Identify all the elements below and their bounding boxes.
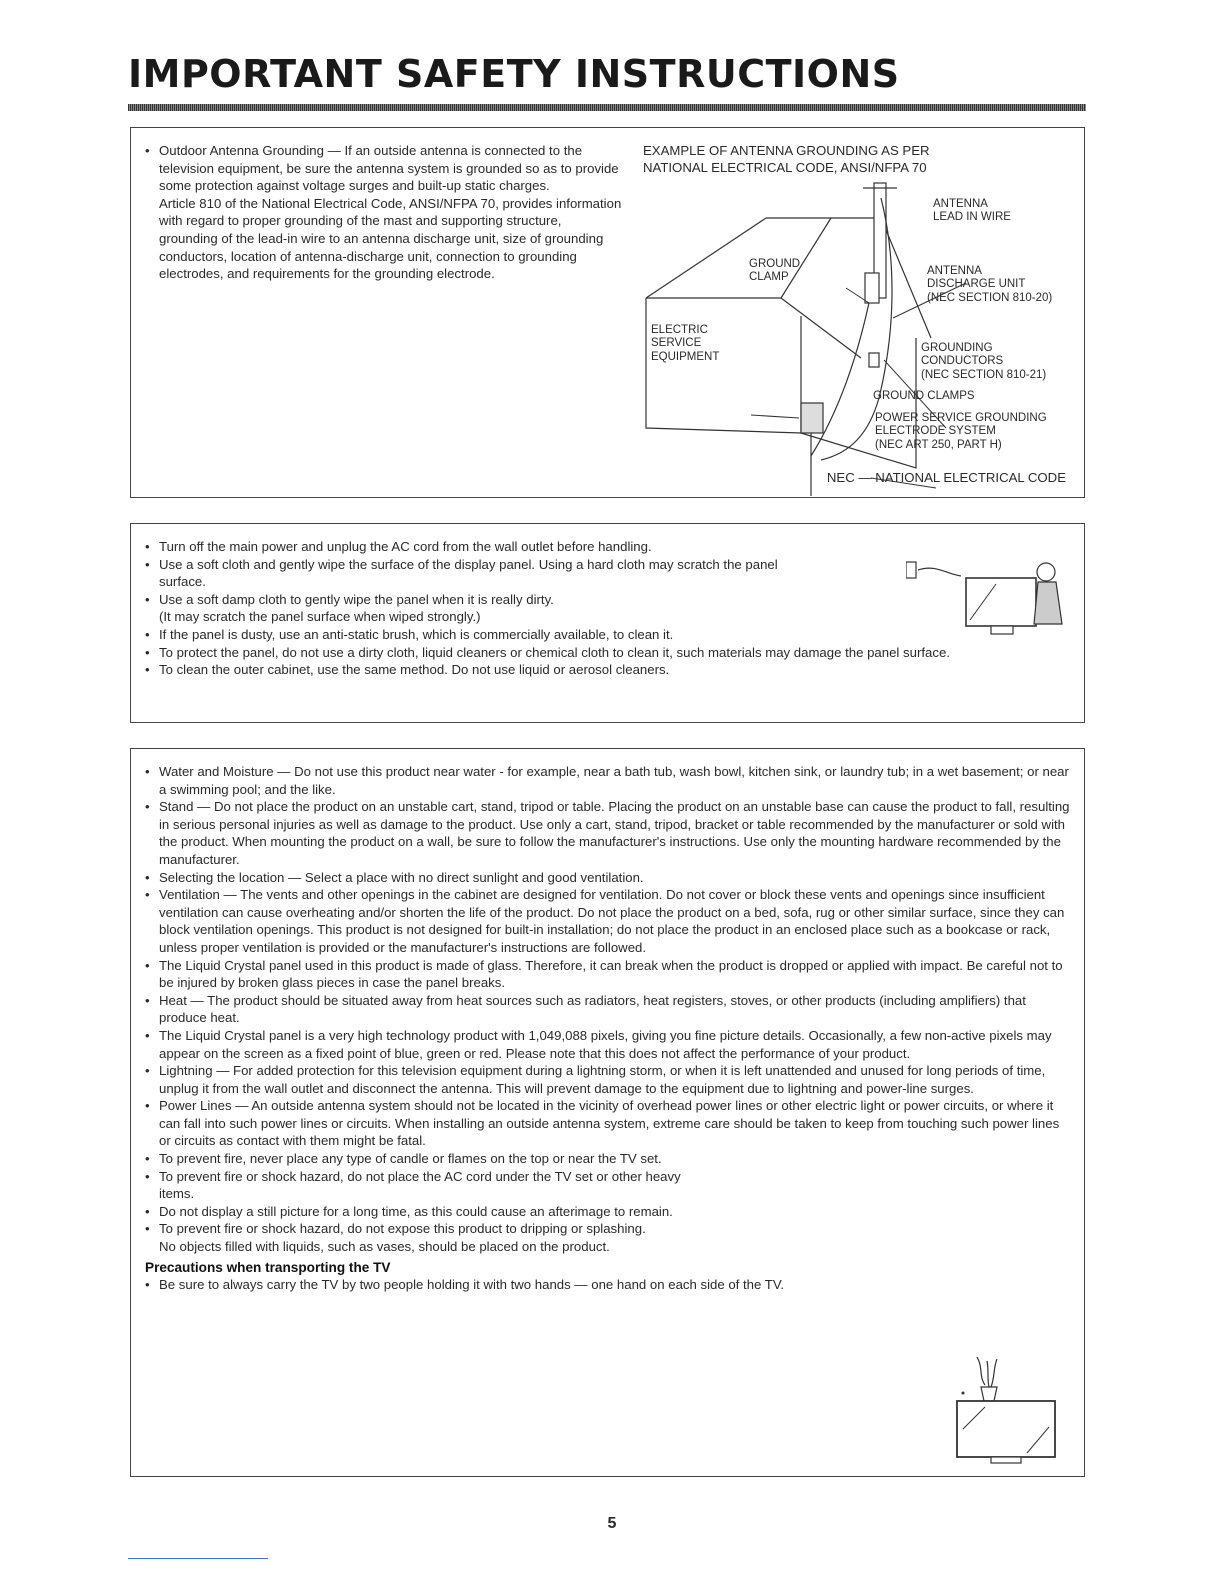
tv-base-icon [991,1457,1021,1463]
antenna-text [145,142,623,283]
cleaning-item-text: Use a soft damp cloth to gently wipe the panel when it is really dirty. [159,591,554,607]
safety-item: • To prevent fire or shock hazard, do not place the AC cord under the TV set or other heavy items. [145,1168,699,1203]
antenna-grounding-item: • Outdoor Antenna Grounding — If an outside antenna is connected to the television equipment, be sure the antenna system is grounded so as to provide some protection against voltage surges and built-up static charges. [145,142,623,195]
label-power-l1: POWER SERVICE GROUNDING [875,412,1047,424]
label-power-l2: ELECTRODE SYSTEM [875,425,996,438]
safety-item: • The Liquid Crystal panel used in this product is made of glass. Therefore, it can break when the product is dropped or applied with impact. Be careful not to be injured by broken glass pieces in case the panel breaks. [145,957,1070,992]
label-ground-clamps: GROUND CLAMPS [873,390,975,402]
roof-left-line [646,218,766,298]
page-number: 5 [607,1515,617,1532]
antenna-grounding-box [130,127,1085,498]
nec-legend: NEC — NATIONAL ELECTRICAL CODE [826,470,1066,485]
pointer-electric [751,415,799,418]
label-grounding-l1: GROUNDING [921,342,993,354]
safety-item: • Do not display a still picture for a long time, as this could cause an afterimage to remain. [145,1203,859,1221]
label-grounding-conductors [921,342,1046,382]
roof-gable-line [781,298,861,358]
cleaning-item: • Use a soft cloth and gently wipe the surface of the display panel. Using a hard cloth may scratch the panel surface. [145,556,819,591]
flowers-icon [977,1357,997,1387]
tv-panel-icon [966,578,1036,626]
cleaning-item: • To clean the outer cabinet, use the same method. Do not use liquid or aerosol cleaners. [145,661,1075,679]
diagram-title-line2: NATIONAL ELECTRICAL CODE, ANSI/NFPA 70 [643,160,927,175]
label-discharge-l1: ANTENNA [927,265,982,277]
safety-item: • Ventilation — The vents and other openings in the cabinet are designed for ventilation. Do not cover or block these vents and openings since insufficient ventilation can cause overheating and/or shorten the life of the product. Do not place the product on a bed, sofa, rug or other similar surface, since they can block ventilation openings. This product is not designed for built-in installation; do not place the product in an enclosed place such as a bookcase or rack, unless proper ventilation is provided or the manufacturer's instructions are followed. [145,886,1070,956]
label-ground-clamp [749,258,800,285]
ground-clamp-shape [865,273,879,303]
page-title: IMPORTANT SAFETY INSTRUCTIONS [128,52,900,96]
title-rule [128,104,1086,111]
label-grounding-l2: CONDUCTORS [921,355,1004,368]
person-body-icon [1034,582,1062,624]
diagram-title-line1: EXAMPLE OF ANTENNA GROUNDING AS PER [643,143,930,158]
cleaning-item: • If the panel is dusty, use an anti-static brush, which is commercially available, to clean it. [145,626,1075,644]
transport-heading: Precautions when transporting the TV [145,1259,391,1275]
label-electric-l3: EQUIPMENT [651,350,720,363]
article-810-paragraph: Article 810 of the National Electrical Code, ANSI/NFPA 70, provides information with regard to proper grounding of the mast and supporting structure, grounding of the lead-in wire to an antenna discharge unit, size of grounding conductors, location of antenna-discharge unit, connection to grounding electrodes, and requirements for the grounding electrode. [159,195,622,282]
label-ground-clamp-l1: GROUND [749,258,801,270]
tv-icon [957,1401,1055,1457]
label-discharge-l2: DISCHARGE UNIT [927,278,1026,291]
safety-item: • To prevent fire, never place any type of candle or flames on the top or near the TV set. [145,1150,1070,1168]
label-electric-l2: SERVICE [651,337,702,350]
vase-tv-illustration [939,1357,1069,1467]
tv-stand-icon [991,626,1013,634]
safety-item: • Power Lines — An outside antenna system should not be located in the vicinity of overhead power lines or other electric light or power circuits, or where it can fall into such power lines or circuits. When installing an outside antenna system, extreme care should be taken to keep from touching such power lines or circuits as contact with them might be fatal. [145,1097,1070,1150]
safety-item: • Heat — The product should be situated away from heat sources such as radiators, heat registers, stoves, or other products (including amplifiers) that produce heat. [145,992,1070,1027]
cleaning-item: • To protect the panel, do not use a dirty cloth, liquid cleaners or chemical cloth to clean it, such materials may damage the panel surface. [145,644,1075,662]
label-ground-clamp-l2: CLAMP [749,271,789,284]
cleaning-item: • Turn off the main power and unplug the AC cord from the wall outlet before handling. [145,538,1075,556]
safety-item: • The Liquid Crystal panel is a very high technology product with 1,049,088 pixels, giving you fine picture details. Occasionally, a few non-active pixels may appear on the screen as a fixed point of blue, green or red. Please note that this does not affect the performance of your product. [145,1027,1070,1062]
label-electric-l1: ELECTRIC [651,324,708,336]
safety-item: • Lightning — For added protection for this television equipment during a lightning storm, or when it is left unattended and unused for long periods of time, unplug it from the wall outlet and disconnect the antenna. This will prevent damage to the equipment due to lightning and power-line surges. [145,1062,1070,1097]
label-antenna-lead [933,198,1011,225]
label-grounding-l3: (NEC SECTION 810-21) [921,368,1047,381]
label-discharge-l3: (NEC SECTION 810-20) [927,291,1053,304]
diagram-title [643,142,1043,176]
safety-item: • Water and Moisture — Do not use this product near water - for example, near a bath tub, wash bowl, kitchen sink, or laundry tub; in a wet basement; or near a swimming pool; and the like. [145,763,1070,798]
label-power-service [875,412,1047,452]
discharge-unit-shape [869,353,879,367]
label-electric-service [651,324,719,364]
general-text [145,763,1070,1294]
cleaning-note: (It may scratch the panel surface when wiped strongly.) [159,609,481,625]
safety-item: • Selecting the location — Select a place with no direct sunlight and good ventilation. [145,869,1070,887]
label-discharge-unit [927,265,1052,305]
safety-item: • Stand — Do not place the product on an unstable cart, stand, tripod or table. Placing the product on an unstable base can cause the product to fall, resulting in serious personal injuries as well as damage to the product. Use only a cart, stand, tripod, bracket or table recommended by the manufacturer or sold with the product. When mounting the product on a wall, be sure to follow the manufacturer's instructions. Use only the mounting hardware recommended by the manufacturer. [145,798,1070,868]
general-safety-box [130,748,1085,1477]
transport-item: • Be sure to always carry the TV by two people holding it with two hands — one hand on each side of the TV. [145,1276,1070,1294]
power-cord-icon [918,568,961,576]
safety-item: • To prevent fire or shock hazard, do not expose this product to dripping or splashing. [145,1220,699,1238]
label-power-l3: (NEC ART 250, PART H) [875,438,1002,451]
water-drop-icon [962,1392,965,1395]
cleaning-item [145,591,819,626]
cleaning-box [130,523,1085,723]
roof-front-line [646,218,831,298]
label-antenna-lead-l2: LEAD IN WIRE [933,211,1011,224]
cleaning-illustration [906,554,1066,659]
footer-line [128,1558,268,1559]
vase-icon [981,1387,997,1401]
wall-outlet-icon [906,562,916,578]
house-front-wall [646,298,801,433]
label-antenna-lead-l1: ANTENNA [933,198,988,210]
liquids-note: No objects filled with liquids, such as vases, should be placed on the product. [159,1239,610,1255]
electric-service-box [801,403,823,433]
person-head-icon [1037,563,1055,581]
